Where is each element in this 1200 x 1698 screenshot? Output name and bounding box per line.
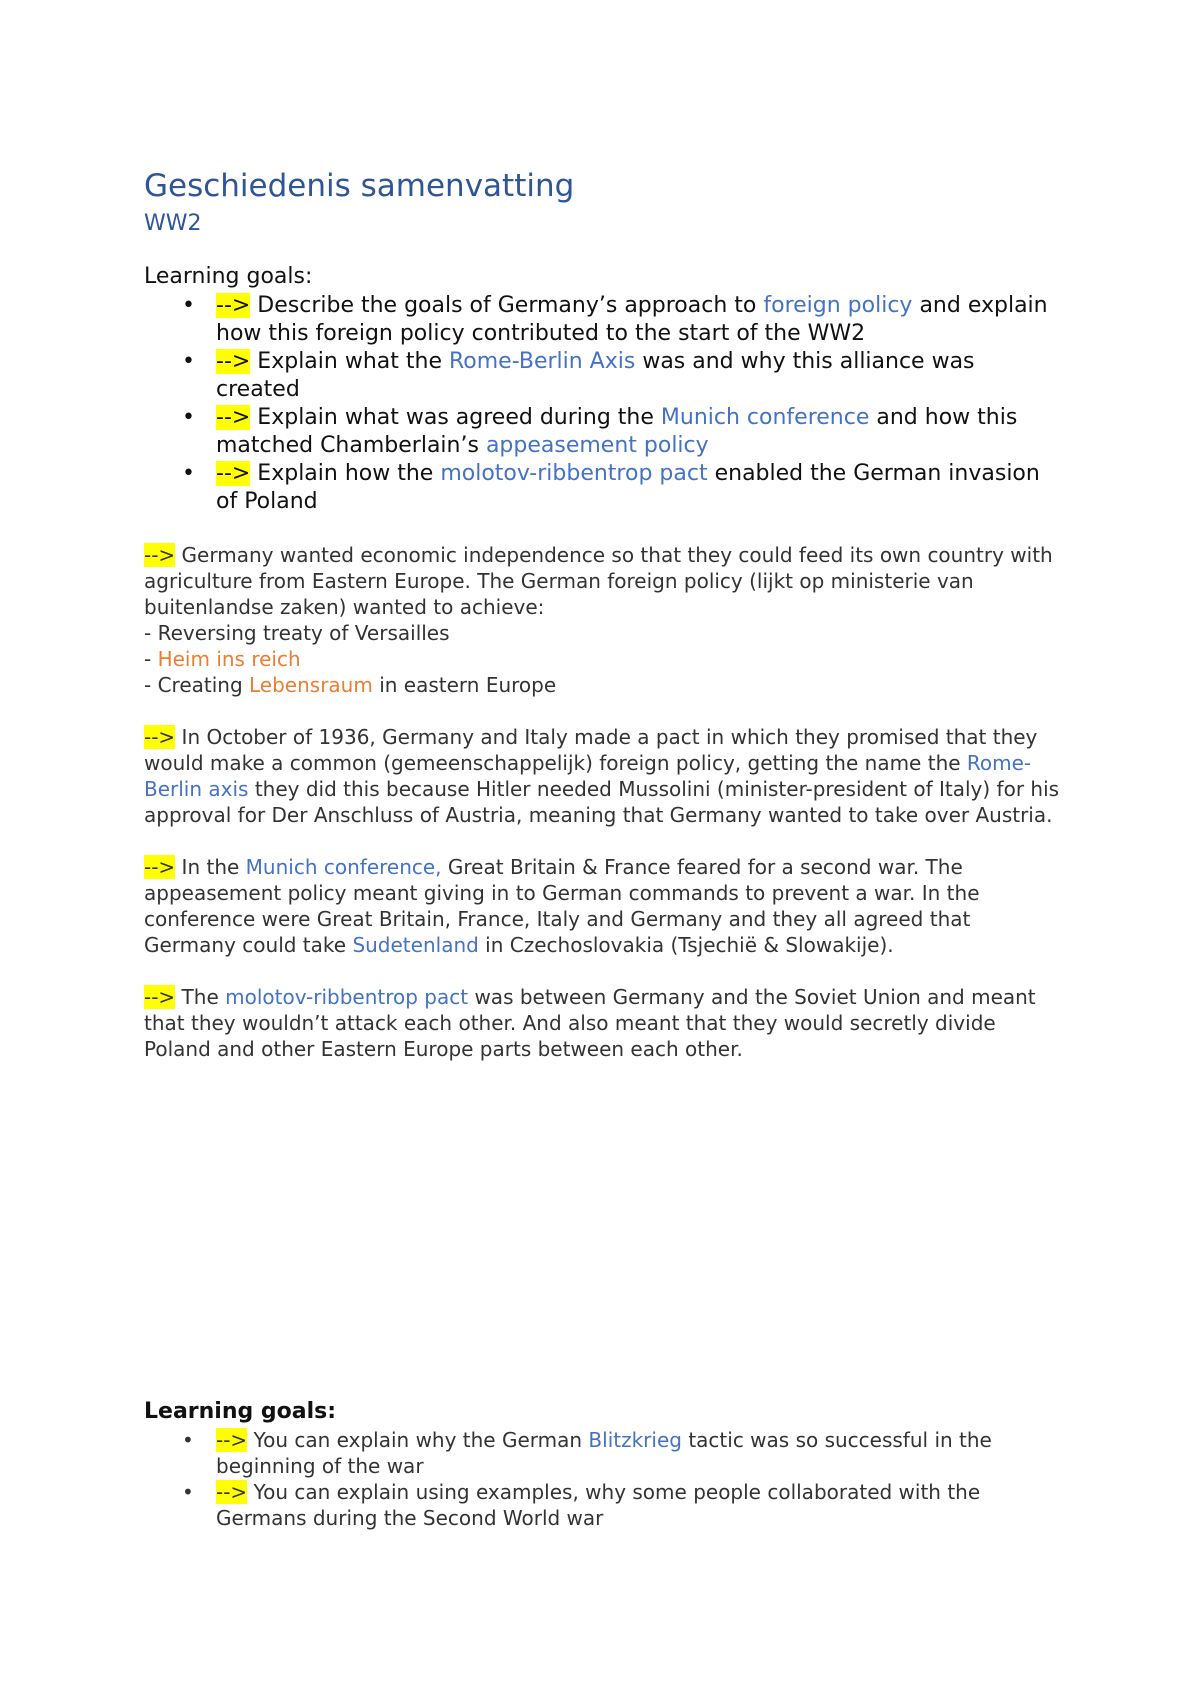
goal-text: You can explain why the German bbox=[247, 1428, 589, 1452]
paragraph-text bbox=[144, 542, 1064, 620]
arrow-marker: --> bbox=[216, 1428, 248, 1452]
bullet-icon: • bbox=[182, 349, 195, 374]
paragraph-text bbox=[144, 984, 1064, 1062]
paragraph-segment: Great Britain & France feared for a second war. The appeasement policy meant giving in to German commands to prevent a war. In the conference were Great Britain, France, Italy and Germany and they all agreed that Germany could take bbox=[144, 855, 980, 957]
key-term: Lebensraum bbox=[249, 673, 373, 697]
key-term: Rome-Berlin Axis bbox=[448, 349, 636, 374]
key-term: Blitzkrieg bbox=[588, 1428, 682, 1452]
arrow-marker: --> bbox=[144, 855, 176, 879]
arrow-marker: --> bbox=[216, 293, 251, 318]
paragraph-intro: Germany wanted economic independence so that they could feed its own country with agriculture from Eastern Europe. The German foreign policy (lijkt op ministerie van buitenlandse zaken) wanted to achieve: bbox=[144, 543, 1053, 619]
goal-text: Explain what the bbox=[250, 349, 449, 374]
paragraph-rome-berlin bbox=[144, 724, 1064, 828]
arrow-marker: --> bbox=[216, 405, 251, 430]
key-term: appeasement policy bbox=[485, 433, 709, 458]
key-term: foreign policy bbox=[763, 293, 913, 318]
key-term: Sudetenland bbox=[352, 933, 479, 957]
document-subtitle: WW2 bbox=[144, 211, 202, 236]
arrow-marker: --> bbox=[216, 461, 251, 486]
document-content bbox=[144, 166, 1064, 1062]
bullet-icon: • bbox=[182, 405, 195, 430]
learning-goal-item bbox=[144, 460, 1064, 516]
list-line-text: - Reversing treaty of Versailles bbox=[144, 621, 450, 645]
list-line bbox=[144, 646, 1064, 672]
learning-goals-list bbox=[144, 292, 1064, 516]
arrow-marker: --> bbox=[144, 725, 176, 749]
goal-text: tactic was so successful in the beginning of the war bbox=[216, 1428, 992, 1478]
arrow-marker: --> bbox=[144, 985, 176, 1009]
learning-goals-heading: Learning goals: bbox=[144, 264, 313, 289]
paragraph-foreign-policy bbox=[144, 542, 1064, 698]
list-line-prefix: - Creating bbox=[144, 673, 250, 697]
learning-goal-item bbox=[144, 1427, 1064, 1479]
paragraph-segment: In October of 1936, Germany and Italy made a pact in which they promised that they would make a common (gemeenschappelijk) foreign policy, getting the name the bbox=[144, 725, 1038, 775]
bullet-icon: • bbox=[182, 1480, 194, 1504]
learning-goal-item bbox=[144, 404, 1064, 460]
arrow-marker: --> bbox=[216, 1480, 248, 1504]
bullet-icon: • bbox=[182, 1428, 194, 1452]
learning-goal-item bbox=[144, 1479, 1064, 1531]
list-line-prefix: - bbox=[144, 647, 158, 671]
key-term: Heim ins reich bbox=[157, 647, 301, 671]
key-term: Munich conference, bbox=[245, 855, 442, 879]
document-title: Geschiedenis samenvatting bbox=[144, 168, 575, 204]
learning-goal-item bbox=[144, 348, 1064, 404]
list-line bbox=[144, 672, 1064, 698]
goal-text: You can explain using examples, why some people collaborated with the Germans during the Second World war bbox=[216, 1480, 981, 1530]
paragraph-text bbox=[144, 854, 1064, 958]
learning-goals-heading: Learning goals: bbox=[144, 1399, 337, 1424]
second-section bbox=[144, 1397, 1064, 1531]
key-term: Rome-Berlin axis bbox=[144, 751, 1032, 801]
paragraph-segment: The bbox=[175, 985, 226, 1009]
goal-text: Explain what was agreed during the bbox=[250, 405, 661, 430]
learning-goal-item bbox=[144, 292, 1064, 348]
key-term: Munich conference bbox=[660, 405, 870, 430]
goal-text: and explain how this foreign policy contributed to the start of the WW2 bbox=[216, 293, 1048, 346]
bullet-icon: • bbox=[182, 293, 195, 318]
paragraph-text bbox=[144, 724, 1064, 828]
arrow-marker: --> bbox=[144, 543, 176, 567]
learning-goals-list bbox=[144, 1427, 1064, 1531]
arrow-marker: --> bbox=[216, 349, 251, 374]
goal-text: and how this matched Chamberlain’s bbox=[216, 405, 1018, 458]
goal-text: was and why this alliance was created bbox=[216, 349, 975, 402]
paragraph-segment: they did this because Hitler needed Mussolini (minister-president of Italy) for his approval for Der Anschluss of Austria, meaning that Germany wanted to take over Austria. bbox=[144, 777, 1060, 827]
goal-text: Explain how the bbox=[250, 461, 441, 486]
list-line bbox=[144, 620, 1064, 646]
paragraph-segment: was between Germany and the Soviet Union and meant that they wouldn’t attack each other. And also meant that they would secretly divide Poland and other Eastern Europe parts between each other. bbox=[144, 985, 1036, 1061]
key-term: molotov-ribbentrop pact bbox=[225, 985, 469, 1009]
paragraph-molotov bbox=[144, 984, 1064, 1062]
paragraph-munich bbox=[144, 854, 1064, 958]
goal-text: enabled the German invasion of Poland bbox=[216, 461, 1040, 514]
paragraph-segment: In the bbox=[175, 855, 246, 879]
bullet-icon: • bbox=[182, 461, 195, 486]
key-term: molotov-ribbentrop pact bbox=[440, 461, 708, 486]
goal-text: Describe the goals of Germany’s approach to bbox=[250, 293, 764, 318]
list-line-suffix: in eastern Europe bbox=[372, 673, 557, 697]
paragraph-segment: in Czechoslovakia (Tsjechië & Slowakije). bbox=[478, 933, 894, 957]
